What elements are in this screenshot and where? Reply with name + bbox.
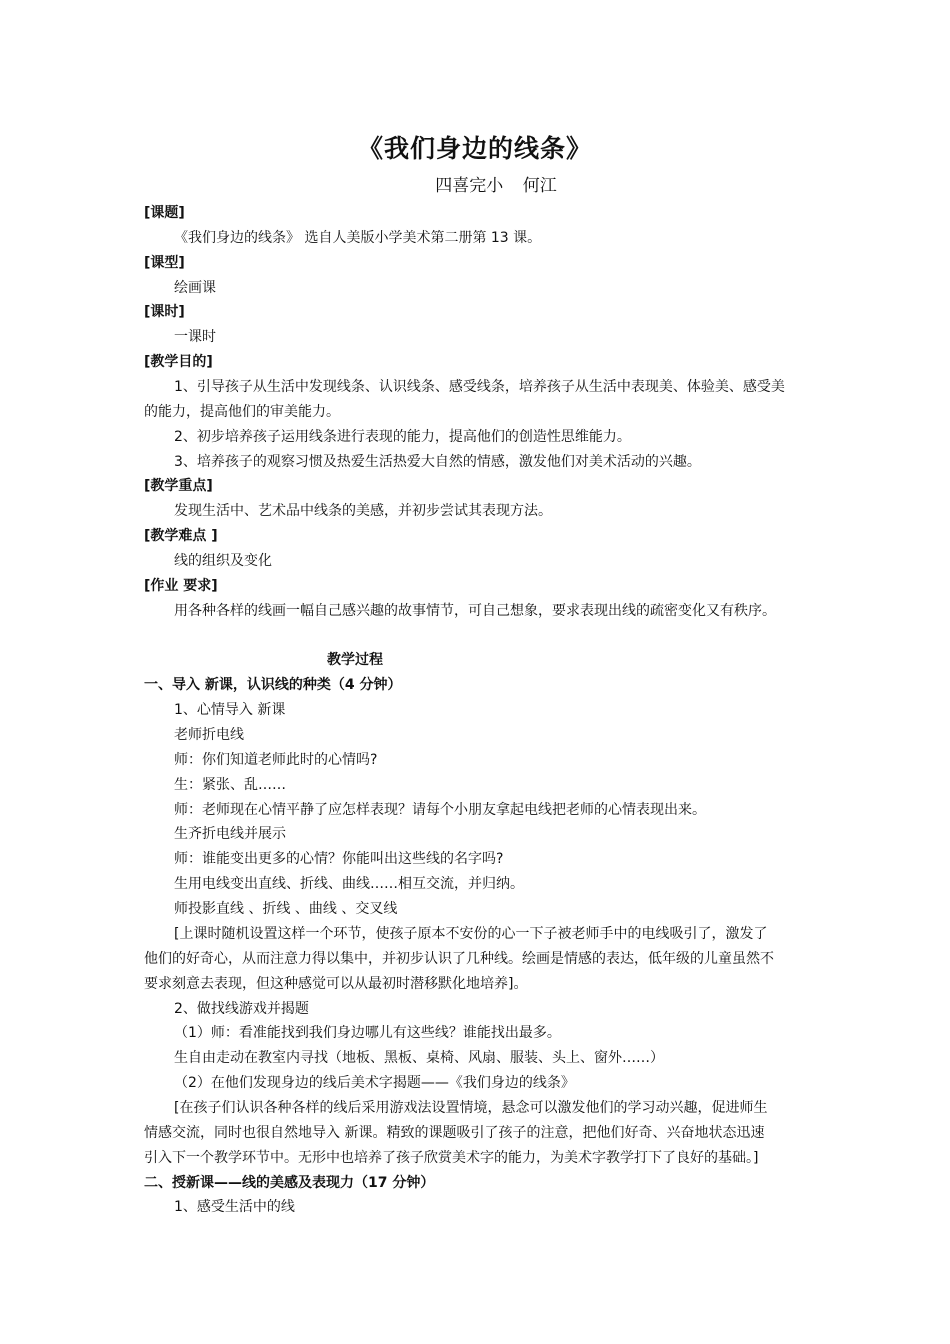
part-two-heading: 二、授新课——线的美感及表现力（17 分钟） (144, 1174, 435, 1191)
section-heading-type: [课型] (144, 254, 185, 271)
paragraph-line: 他们的好奇心，从而注意力得以集中，并初步认识了几种线。绘画是情感的表达，低年级的儿童虽然不 (144, 950, 774, 967)
document-author: 四喜完小 何江 (435, 176, 557, 196)
paragraph-line: 引入下一个教学环节中。无形中也培养了孩子欣赏美术字的能力，为美术字教学打下了良好的基础。] (144, 1149, 759, 1166)
paragraph-line: 生齐折电线并展示 (174, 826, 286, 843)
paragraph-line: 绘画课 (174, 279, 216, 296)
blank-line (144, 624, 816, 649)
teaching-process-heading: 教学过程 (327, 652, 383, 669)
paragraph-line: （2）在他们发现身边的线后美术字揭题——《我们身边的线条》 (174, 1075, 575, 1092)
paragraph-line: 生：紧张、乱…… (174, 776, 286, 793)
paragraph-line: 师投影直线 、折线 、曲线 、交叉线 (174, 901, 398, 918)
paragraph-line: 《我们身边的线条》 选自人美版小学美术第二册第 13 课。 (174, 229, 542, 246)
document-title: 《我们身边的线条》 (357, 134, 592, 163)
paragraph-line: 生用电线变出直线、折线、曲线……相互交流，并归纳。 (174, 876, 524, 893)
paragraph-line: 情感交流，同时也很自然地导入 新课。精致的课题吸引了孩子的注意，把他们好奇、兴奋地状态迅速 (144, 1124, 765, 1141)
paragraph-line: 一课时 (174, 329, 216, 346)
paragraph-line: 1、引导孩子从生活中发现线条、认识线条、感受线条，培养孩子从生活中表现美、体验美、感受美 (174, 379, 785, 396)
paragraph-line: 2、做找线游戏并揭题 (174, 1000, 309, 1017)
paragraph-line: [上课时随机设置这样一个环节，使孩子原本不安份的心一下子被老师手中的电线吸引了，激发了 (174, 925, 768, 942)
section-heading-period: [课时] (144, 304, 185, 321)
section-heading-key-point: [教学重点] (144, 478, 213, 495)
paragraph-line: 3、培养孩子的观察习惯及热爱生活热爱大自然的情感，激发他们对美术活动的兴趣。 (174, 453, 701, 470)
paragraph-line: 1、感受生活中的线 (174, 1199, 295, 1216)
paragraph-line: 要求刻意去表现，但这种感觉可以从最初时潜移默化地培养]。 (144, 975, 528, 992)
section-heading-topic: [课题] (144, 205, 185, 221)
paragraph-line: 2、初步培养孩子运用线条进行表现的能力，提高他们的创造性思维能力。 (174, 428, 631, 445)
section-heading-objectives: [教学目的] (144, 354, 213, 371)
paragraph-line: 老师折电线 (174, 727, 244, 744)
paragraph-line: 的能力，提高他们的审美能力。 (144, 403, 340, 420)
document-body (144, 201, 816, 1220)
paragraph-line: 师：谁能变出更多的心情？你能叫出这些线的名字吗? (174, 851, 504, 868)
paragraph-line: 发现生活中、艺术品中线条的美感，并初步尝试其表现方法。 (174, 503, 552, 520)
paragraph-line: 用各种各样的线画一幅自己感兴趣的故事情节，可自己想象，要求表现出线的疏密变化又有秩序。 (174, 602, 776, 619)
part-one-heading: 一、导入 新课，认识线的种类（4 分钟） (144, 677, 402, 694)
paragraph-line: （1）师：看准能找到我们身边哪儿有这些线？谁能找出最多。 (174, 1025, 561, 1042)
paragraph-line: 线的组织及变化 (174, 553, 272, 570)
paragraph-line: 师：老师现在心情平静了应怎样表现？请每个小朋友拿起电线把老师的心情表现出来。 (174, 801, 706, 818)
section-heading-difficulty: [教学难点 ] (144, 528, 218, 545)
paragraph-line: [在孩子们认识各种各样的线后采用游戏法设置情境，悬念可以激发他们的学习动兴趣，促进师生 (174, 1099, 768, 1116)
paragraph-line: 生自由走动在教室内寻找（地板、黑板、桌椅、风扇、服装、头上、窗外……） (174, 1050, 664, 1067)
section-heading-homework: [作业 要求] (144, 577, 218, 594)
paragraph-line: 1、心情导入 新课 (174, 702, 286, 719)
paragraph-line: 师：你们知道老师此时的心情吗? (174, 751, 378, 768)
